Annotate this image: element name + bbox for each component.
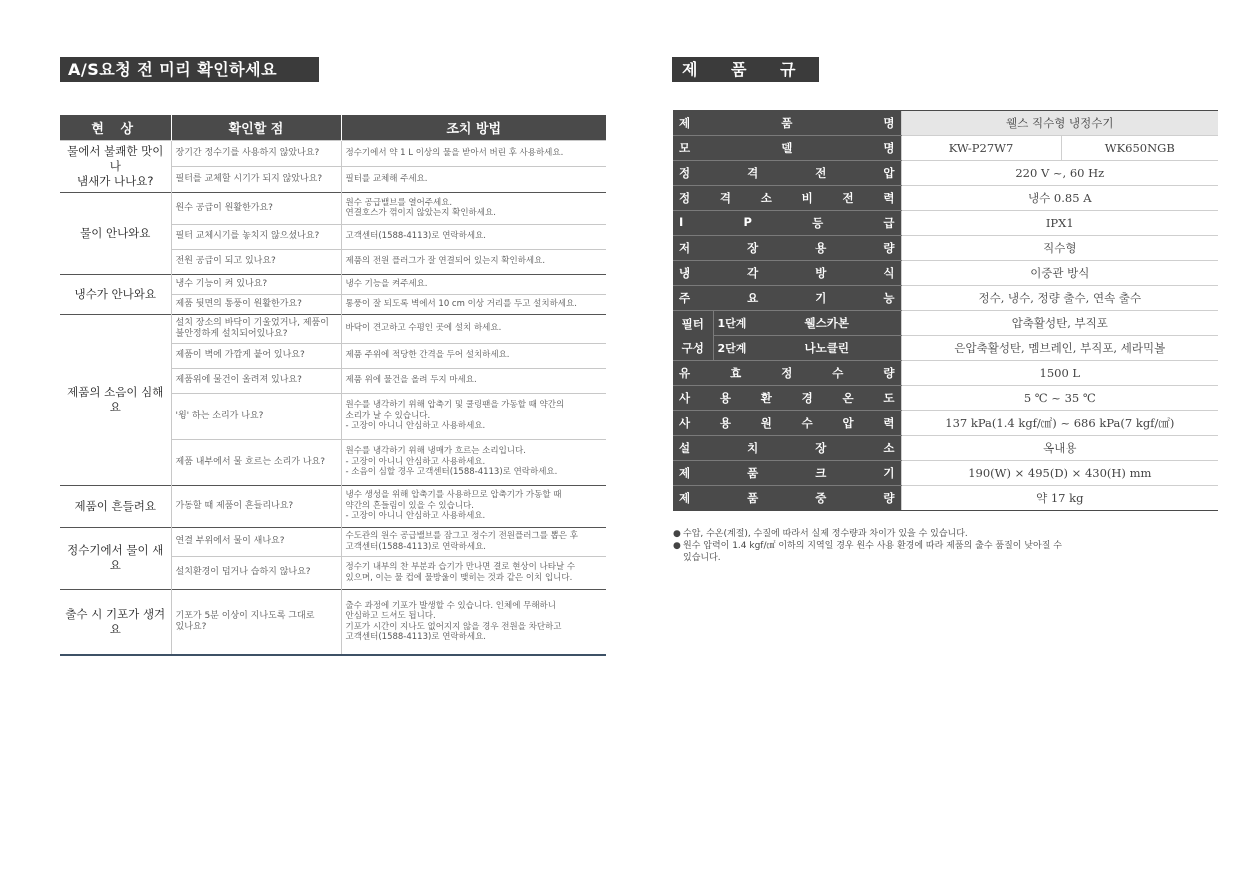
check-cell: 제품위에 물건이 올려져 있나요? <box>171 368 341 393</box>
spec-value: 압축활성탄, 부직포 <box>901 311 1218 336</box>
spec-label-char: 원 <box>760 416 772 430</box>
spec-label-char: 명 <box>883 116 895 130</box>
spec-label-char: 각 <box>747 266 759 280</box>
check-cell: 필터 교체시기를 놓치지 않으셨나요? <box>171 224 341 249</box>
spec-label-char: 량 <box>883 491 895 505</box>
spec-label-char: 명 <box>883 141 895 155</box>
header-symptom: 현 상 <box>60 115 171 140</box>
spec-label <box>673 486 901 511</box>
spec-label-char: 주 <box>679 291 691 305</box>
spec-value: 137 kPa(1.4 kgf/㎠) ~ 686 kPa(7 kgf/㎠) <box>901 411 1218 436</box>
spec-label <box>673 211 901 236</box>
spec-label-char: 수 <box>832 366 844 380</box>
action-cell: 바닥이 견고하고 수평인 곳에 설치 하세요. <box>341 314 606 343</box>
spec-row <box>673 436 1218 461</box>
spec-label-char: 크 <box>815 466 827 480</box>
spec-label-char: 품 <box>747 466 759 480</box>
spec-row <box>673 111 1218 136</box>
spec-label-char: 량 <box>883 366 895 380</box>
check-cell: 제품 내부에서 물 흐르는 소리가 나요? <box>171 439 341 485</box>
spec-label <box>673 361 901 386</box>
spec-label-char: 용 <box>719 391 731 405</box>
spec-label-char: 정 <box>679 191 691 205</box>
spec-value: KW-P27W7 <box>901 136 1061 161</box>
spec-label-char: 압 <box>883 166 895 180</box>
spec-label-char: 품 <box>747 491 759 505</box>
action-cell: 정수기에서 약 1 L 이상의 물을 받아서 버린 후 사용하세요. <box>341 140 606 166</box>
spec-label <box>673 136 901 161</box>
spec-label-char: 품 <box>781 116 793 130</box>
spec-label-char: 제 <box>679 491 691 505</box>
spec-label-char: 소 <box>760 191 772 205</box>
spec-label <box>673 436 901 461</box>
spec-value: 220 V ~, 60 Hz <box>901 161 1218 186</box>
spec-label-char: 치 <box>747 441 759 455</box>
header-action: 조치 방법 <box>341 115 606 140</box>
table-header-row <box>60 115 606 140</box>
spec-label-char: 유 <box>679 366 691 380</box>
check-cell: 설치 장소의 바닥이 기울었거나, 제품이 불안정하게 설치되어있나요? <box>171 314 341 343</box>
symptom-cell: 제품의 소음이 심해요 <box>60 314 171 485</box>
check-cell: 냉수 기능이 켜 있나요? <box>171 274 341 294</box>
spec-label-char: 장 <box>815 441 827 455</box>
filter-label-bottom: 구성 <box>681 340 704 355</box>
symptom-cell: 제품이 흔들려요 <box>60 485 171 527</box>
spec-label <box>673 186 901 211</box>
action-cell: 제품 주위에 적당한 간격을 두어 설치하세요. <box>341 343 606 368</box>
spec-table <box>673 110 1218 511</box>
action-cell: 원수 공급밸브를 열어주세요. 연결호스가 꺾이지 않았는지 확인하세요. <box>341 192 606 224</box>
check-cell: 제품 뒷면의 통풍이 원활한가요? <box>171 294 341 314</box>
symptom-cell: 정수기에서 물이 새요 <box>60 527 171 589</box>
action-cell: 정수기 내부의 찬 부분과 습기가 만나면 결로 현상이 나타날 수 있으며, 이는 물 컵에 물방울이 맺히는 것과 같은 이치 입니다. <box>341 556 606 589</box>
check-cell: 필터를 교체할 시기가 되지 않았나요? <box>171 166 341 192</box>
spec-label-char: 효 <box>730 366 742 380</box>
spec-label-char: 전 <box>842 191 854 205</box>
as-section-title: A/S요청 전 미리 확인하세요 <box>60 57 319 82</box>
spec-label-char: 냉 <box>679 266 691 280</box>
symptom-cell: 냉수가 안나와요 <box>60 274 171 314</box>
check-cell: '윙' 하는 소리가 나요? <box>171 393 341 439</box>
spec-label-char: 온 <box>842 391 854 405</box>
spec-value: 은압축활성탄, 멤브레인, 부직포, 세라믹볼 <box>901 336 1218 361</box>
spec-row <box>673 286 1218 311</box>
spec-row <box>673 161 1218 186</box>
spec-label <box>673 161 901 186</box>
symptom-cell: 물에서 불쾌한 맛이나 냄새가 나나요? <box>60 140 171 192</box>
spec-label-char: 수 <box>801 416 813 430</box>
spec-row-filter <box>673 311 1218 336</box>
spec-value: 정수, 냉수, 정량 출수, 연속 출수 <box>901 286 1218 311</box>
spec-value: 1500 L <box>901 361 1218 386</box>
spec-label-char: 중 <box>815 491 827 505</box>
spec-label-char: 급 <box>883 216 895 230</box>
filter-label-top: 필터 <box>681 316 704 331</box>
spec-label-char: 제 <box>679 466 691 480</box>
spec-label-char: 사 <box>679 391 691 405</box>
spec-label-char: 력 <box>883 191 895 205</box>
spec-label-char: 용 <box>815 241 827 255</box>
spec-label <box>673 461 901 486</box>
action-cell: 통풍이 잘 되도록 벽에서 10 cm 이상 거리를 두고 설치하세요. <box>341 294 606 314</box>
spec-label-char: P <box>743 215 752 229</box>
spec-row <box>673 186 1218 211</box>
action-cell: 고객센터(1588-4113)로 연락하세요. <box>341 224 606 249</box>
spec-label-char: 사 <box>679 416 691 430</box>
spec-label <box>673 411 901 436</box>
as-troubleshooting-table <box>60 115 606 656</box>
spec-label-char: 방 <box>815 266 827 280</box>
spec-label-char: 정 <box>781 366 793 380</box>
header-check: 확인할 점 <box>171 115 341 140</box>
filter-name: 웰스카본 <box>753 311 901 336</box>
bullet-icon: ● <box>673 529 681 539</box>
table-row <box>60 485 606 527</box>
symptom-cell: 물이 안나와요 <box>60 192 171 274</box>
spec-row <box>673 411 1218 436</box>
check-cell: 설치환경이 덥거나 습하지 않나요? <box>171 556 341 589</box>
spec-value: 이중관 방식 <box>901 261 1218 286</box>
note-item <box>673 528 1218 540</box>
spec-row <box>673 136 1218 161</box>
spec-row-filter <box>673 336 1218 361</box>
spec-label-char: 능 <box>883 291 895 305</box>
spec-label-char: 기 <box>815 291 827 305</box>
spec-label-char: 요 <box>747 291 759 305</box>
table-row <box>60 589 606 655</box>
spec-value: 웰스 직수형 냉정수기 <box>901 111 1218 136</box>
check-cell: 가동할 때 제품이 흔들리나요? <box>171 485 341 527</box>
spec-label-char: I <box>679 215 684 229</box>
spec-label-char: 등 <box>812 216 824 230</box>
action-cell: 냉수 기능을 켜주세요. <box>341 274 606 294</box>
bullet-icon: ● <box>673 541 681 551</box>
spec-row <box>673 261 1218 286</box>
action-cell: 필터를 교체해 주세요. <box>341 166 606 192</box>
table-row <box>60 192 606 224</box>
spec-label-char: 제 <box>679 116 691 130</box>
spec-label-char: 격 <box>719 191 731 205</box>
spec-label <box>673 286 901 311</box>
spec-label <box>673 386 901 411</box>
spec-notes <box>673 528 1218 564</box>
filter-stage: 1단계 <box>713 311 753 336</box>
check-cell: 기포가 5분 이상이 지나도록 그대로 있나요? <box>171 589 341 655</box>
spec-row <box>673 386 1218 411</box>
spec-label-char: 비 <box>801 191 813 205</box>
table-row <box>60 274 606 294</box>
spec-value: 190(W) × 495(D) × 430(H) mm <box>901 461 1218 486</box>
spec-label-char: 격 <box>747 166 759 180</box>
spec-label-char: 소 <box>883 441 895 455</box>
spec-label-char: 설 <box>679 441 691 455</box>
check-cell: 제품이 벽에 가깝게 붙어 있나요? <box>171 343 341 368</box>
spec-label-char: 정 <box>679 166 691 180</box>
note-item <box>673 540 1218 564</box>
check-cell: 전원 공급이 되고 있나요? <box>171 249 341 274</box>
table-row <box>60 314 606 343</box>
spec-label-char: 델 <box>781 141 793 155</box>
spec-row <box>673 361 1218 386</box>
spec-section-title: 제 품 규 격 <box>672 57 819 82</box>
spec-label-char: 압 <box>842 416 854 430</box>
spec-label-char: 모 <box>679 141 691 155</box>
action-cell: 원수를 냉각하기 위해 압축기 및 쿨링팬을 가동할 때 약간의 소리가 날 수 있습니다. - 고장이 아니니 안심하고 사용하세요. <box>341 393 606 439</box>
spec-label-char: 량 <box>883 241 895 255</box>
spec-row <box>673 461 1218 486</box>
spec-label-char: 저 <box>679 241 691 255</box>
action-cell: 냉수 생성을 위해 압축기를 사용하므로 압축기가 가동할 때 약간의 흔들림이 있을 수 있습니다. - 고장이 아니니 안심하고 사용하세요. <box>341 485 606 527</box>
spec-label-char: 장 <box>747 241 759 255</box>
action-cell: 수도관의 원수 공급밸브를 잠그고 정수기 전원플러그를 뽑은 후 고객센터(1588-4113)로 연락하세요. <box>341 527 606 556</box>
spec-label <box>673 236 901 261</box>
action-cell: 출수 과정에 기포가 발생할 수 있습니다. 인체에 무해하니 안심하고 드셔도 됩니다. 기포가 시간이 지나도 없어지지 않을 경우 전원을 차단하고 고객센터(1588-4113)로 연락하세요. <box>341 589 606 655</box>
spec-label-char: 도 <box>883 391 895 405</box>
symptom-cell: 출수 시 기포가 생겨요 <box>60 589 171 655</box>
spec-label-char: 식 <box>883 266 895 280</box>
filter-label <box>673 311 713 361</box>
spec-value: 약 17 kg <box>901 486 1218 511</box>
filter-stage: 2단계 <box>713 336 753 361</box>
spec-value: 냉수 0.85 A <box>901 186 1218 211</box>
action-cell: 제품 위에 물건을 올려 두지 마세요. <box>341 368 606 393</box>
spec-label-char: 전 <box>815 166 827 180</box>
spec-row <box>673 486 1218 511</box>
action-cell: 제품의 전원 플러그가 잘 연결되어 있는지 확인하세요. <box>341 249 606 274</box>
note-text: 수압, 수온(계절), 수질에 따라서 실제 정수량과 차이가 있을 수 있습니다. <box>683 529 968 539</box>
spec-label-char: 용 <box>719 416 731 430</box>
table-row <box>60 527 606 556</box>
action-cell: 원수를 냉각하기 위해 냉매가 흐르는 소리입니다. - 고장이 아니니 안심하고 사용하세요. - 소음이 심할 경우 고객센터(1588-4113)로 연락하세요. <box>341 439 606 485</box>
table-row <box>60 140 606 166</box>
spec-label <box>673 111 901 136</box>
check-cell: 장기간 정수기를 사용하지 않았나요? <box>171 140 341 166</box>
spec-label-char: 기 <box>883 466 895 480</box>
note-text: 원수 압력이 1.4 kgf/㎠ 이하의 지역일 경우 원수 사용 환경에 따라 제품의 출수 품질이 낮아질 수 있습니다. <box>683 541 1062 563</box>
spec-row <box>673 211 1218 236</box>
spec-value: 직수형 <box>901 236 1218 261</box>
check-cell: 연결 부위에서 물이 새나요? <box>171 527 341 556</box>
spec-label-char: 경 <box>801 391 813 405</box>
spec-label-char: 력 <box>883 416 895 430</box>
spec-label <box>673 261 901 286</box>
spec-row <box>673 236 1218 261</box>
spec-label-char: 환 <box>760 391 772 405</box>
spec-value: 5 ℃ ~ 35 ℃ <box>901 386 1218 411</box>
filter-name: 나노클린 <box>753 336 901 361</box>
spec-value: 옥내용 <box>901 436 1218 461</box>
spec-value: IPX1 <box>901 211 1218 236</box>
spec-value: WK650NGB <box>1061 136 1218 161</box>
check-cell: 원수 공급이 원활한가요? <box>171 192 341 224</box>
